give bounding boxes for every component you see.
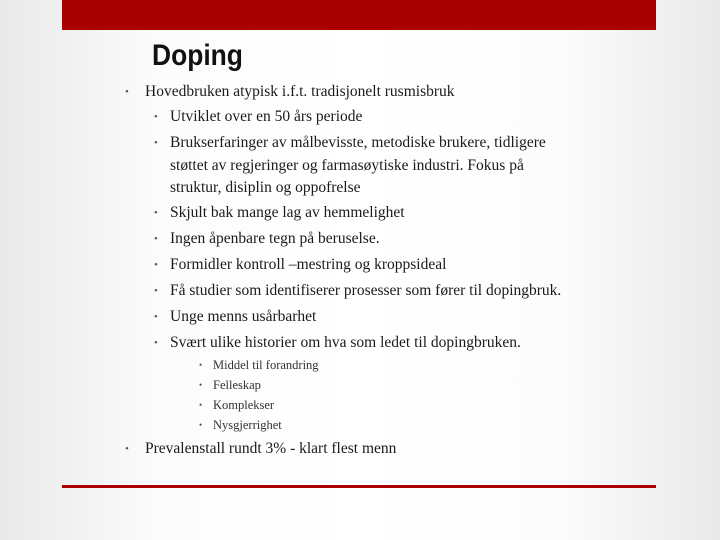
list-item	[154, 134, 546, 152]
list-item-text: Felleskap	[213, 378, 261, 392]
list-item-text: struktur, disiplin og oppofrelse	[170, 179, 361, 196]
list-item-text: Utviklet over en 50 års periode	[170, 108, 363, 125]
bullet-icon: •	[154, 337, 158, 349]
bullet-icon: •	[154, 207, 158, 219]
bullet-icon: •	[125, 443, 129, 455]
bullet-icon: •	[199, 400, 203, 410]
bullet-icon: •	[154, 111, 158, 123]
bullet-icon: •	[199, 380, 203, 390]
bullet-icon: •	[199, 420, 203, 430]
bullet-icon: •	[154, 233, 158, 245]
list-item-text: Middel til forandring	[213, 358, 319, 372]
list-item	[199, 397, 275, 413]
list-item	[154, 204, 405, 222]
bullet-icon: •	[154, 311, 158, 323]
list-item-text: Brukserfaringer av målbevisste, metodiske brukere, tidligere	[170, 134, 546, 151]
list-item	[154, 308, 317, 326]
list-item-text: Ingen åpenbare tegn på beruselse.	[170, 230, 380, 247]
bullet-icon: •	[154, 259, 158, 271]
list-item	[154, 230, 380, 248]
bullet-icon: •	[199, 360, 203, 370]
bullet-icon: •	[154, 137, 158, 149]
bottom-accent-line	[62, 485, 656, 488]
bullet-icon: •	[154, 285, 158, 297]
list-item-text: Formidler kontroll –mestring og kroppsideal	[170, 256, 447, 273]
list-item	[199, 417, 282, 433]
list-item	[154, 108, 363, 126]
bullet-icon: •	[125, 86, 129, 98]
list-item-text: Svært ulike historier om hva som ledet til dopingbruken.	[170, 334, 521, 351]
list-item	[125, 440, 397, 458]
list-item-text: Prevalenstall rundt 3% - klart flest menn	[145, 440, 397, 457]
list-item-text: Komplekser	[213, 398, 275, 412]
list-item-text: Unge menns usårbarhet	[170, 308, 317, 325]
list-item-text: Nysgjerrighet	[213, 418, 282, 432]
slide-title: Doping	[152, 39, 243, 72]
list-item-continuation	[170, 157, 524, 175]
list-item	[199, 377, 261, 393]
list-item-text: Hovedbruken atypisk i.f.t. tradisjonelt rusmisbruk	[145, 83, 455, 100]
list-item	[154, 334, 521, 352]
list-item	[199, 357, 319, 373]
list-item-text: Få studier som identifiserer prosesser som fører til dopingbruk.	[170, 282, 562, 299]
list-item	[125, 83, 455, 101]
list-item-continuation	[170, 179, 361, 197]
list-item	[154, 282, 562, 300]
list-item	[154, 256, 447, 274]
list-item-text: støttet av regjeringer og farmasøytiske industri. Fokus på	[170, 157, 524, 174]
list-item-text: Skjult bak mange lag av hemmelighet	[170, 204, 405, 221]
